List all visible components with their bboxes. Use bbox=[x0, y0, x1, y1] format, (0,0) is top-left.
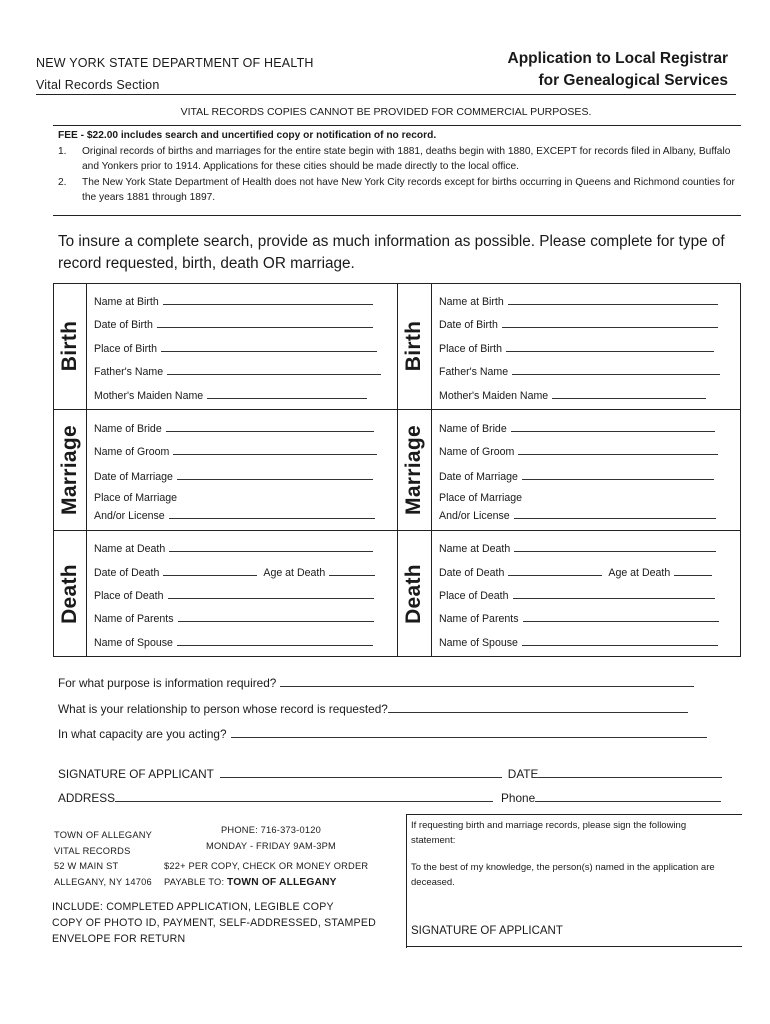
field-label: Name at Death bbox=[94, 543, 166, 555]
field-label: Place of Death bbox=[94, 590, 164, 602]
fee-heading: FEE - $22.00 includes search and uncertified copy or notification of no record. bbox=[58, 130, 437, 141]
field-place-of-marriage-right bbox=[439, 492, 522, 504]
field-label-age: Age at Death bbox=[608, 567, 671, 579]
office-phone: PHONE: 716-373-0120 bbox=[221, 825, 321, 835]
field-label: Father's Name bbox=[94, 366, 164, 378]
field-line[interactable] bbox=[169, 508, 375, 519]
field-label: Mother's Maiden Name bbox=[94, 390, 204, 402]
field-line[interactable] bbox=[518, 444, 718, 455]
field-fathers-name-right[interactable] bbox=[439, 364, 720, 378]
field-line[interactable] bbox=[163, 294, 373, 305]
office-hours: MONDAY - FRIDAY 9AM-3PM bbox=[206, 840, 336, 851]
field-name-of-spouse-left[interactable] bbox=[94, 635, 373, 649]
field-line[interactable] bbox=[169, 541, 373, 552]
address-row[interactable] bbox=[58, 791, 721, 805]
address-label: ADDRESS bbox=[58, 791, 116, 805]
field-label: Date of Death bbox=[439, 567, 505, 579]
include-line-3: ENVELOPE FOR RETURN bbox=[52, 933, 186, 945]
field-line[interactable] bbox=[167, 364, 381, 375]
field-line[interactable] bbox=[163, 565, 257, 576]
field-place-of-marriage-left bbox=[94, 492, 177, 504]
field-date-of-marriage-right[interactable] bbox=[439, 469, 714, 483]
statement-top-rule bbox=[406, 814, 742, 815]
field-name-of-groom-left[interactable] bbox=[94, 444, 377, 458]
form-title-line1: Application to Local Registrar bbox=[507, 50, 728, 67]
field-name-at-death-left[interactable] bbox=[94, 541, 373, 555]
field-fathers-name-left[interactable] bbox=[94, 364, 381, 378]
field-label: Name at Death bbox=[439, 543, 511, 555]
relationship-line[interactable] bbox=[388, 702, 688, 713]
fee-item-1 bbox=[58, 144, 738, 175]
field-label: Name of Spouse bbox=[94, 637, 173, 649]
field-mothers-maiden-name-right[interactable] bbox=[439, 388, 706, 402]
include-line-2: COPY OF PHOTO ID, PAYMENT, SELF-ADDRESSED, STAMPED bbox=[52, 917, 376, 929]
payable-label: PAYABLE TO: bbox=[164, 876, 225, 887]
department-name: NEW YORK STATE DEPARTMENT OF HEALTH bbox=[36, 56, 314, 70]
field-line[interactable] bbox=[523, 611, 719, 622]
field-label: Name of Bride bbox=[439, 423, 507, 435]
field-line[interactable] bbox=[177, 635, 373, 646]
office-contact bbox=[166, 823, 376, 854]
field-line[interactable] bbox=[512, 364, 720, 375]
header-rule bbox=[36, 94, 736, 95]
field-line[interactable] bbox=[502, 317, 718, 328]
field-line[interactable] bbox=[177, 469, 373, 480]
field-line[interactable] bbox=[522, 635, 718, 646]
fee-item-1-num: 1. bbox=[58, 145, 67, 157]
fee-block bbox=[58, 128, 738, 206]
form-title bbox=[508, 48, 728, 92]
field-line[interactable] bbox=[173, 444, 377, 455]
intro-text: To insure a complete search, provide as much information as possible. Please complete for type of record requested, birth, death OR marriage. bbox=[58, 233, 725, 272]
capacity-question[interactable] bbox=[58, 727, 707, 741]
commercial-notice: VITAL RECORDS COPIES CANNOT BE PROVIDED FOR COMMERCIAL PURPOSES. bbox=[180, 106, 592, 118]
field-label: Date of Birth bbox=[439, 319, 498, 331]
field-line-age[interactable] bbox=[674, 565, 712, 576]
field-date-of-death-left[interactable] bbox=[94, 565, 375, 579]
field-line[interactable] bbox=[168, 588, 374, 599]
field-line[interactable] bbox=[514, 508, 716, 519]
field-name-of-parents-right[interactable] bbox=[439, 611, 719, 625]
field-label: Name of Groom bbox=[94, 446, 170, 458]
purpose-label: For what purpose is information required? bbox=[58, 676, 277, 690]
field-name-of-spouse-right[interactable] bbox=[439, 635, 718, 649]
payment-price: $22+ PER COPY, CHECK OR MONEY ORDER bbox=[164, 861, 369, 871]
fee-bottom-rule bbox=[53, 215, 741, 216]
address-line[interactable] bbox=[115, 791, 493, 802]
field-line[interactable] bbox=[508, 565, 602, 576]
statement-left-rule bbox=[406, 814, 407, 948]
purpose-line[interactable] bbox=[280, 676, 694, 687]
fee-item-2-num: 2. bbox=[58, 176, 67, 188]
signature-label: SIGNATURE OF APPLICANT bbox=[58, 767, 214, 781]
field-line[interactable] bbox=[166, 421, 374, 432]
include-instructions bbox=[52, 899, 402, 947]
field-license-right[interactable] bbox=[439, 508, 716, 522]
field-label: Date of Birth bbox=[94, 319, 153, 331]
field-name-of-parents-left[interactable] bbox=[94, 611, 374, 625]
field-label: Name at Birth bbox=[94, 296, 159, 308]
office-city: ALLEGANY, NY 14706 bbox=[54, 876, 152, 887]
field-line[interactable] bbox=[522, 469, 714, 480]
fee-item-2-text: The New York State Department of Health does not have New York City records except for births occurring in Queens and Richmond counties for the years 1881 through 1897. bbox=[82, 176, 735, 203]
signature-row[interactable] bbox=[58, 767, 722, 781]
field-label-age: Age at Death bbox=[263, 567, 326, 579]
field-date-of-birth-left[interactable] bbox=[94, 317, 373, 331]
field-name-of-groom-right[interactable] bbox=[439, 444, 718, 458]
marriage-label-left: Marriage bbox=[58, 425, 81, 515]
signature-line[interactable] bbox=[220, 767, 502, 778]
date-line[interactable] bbox=[538, 767, 722, 778]
field-name-of-bride-left[interactable] bbox=[94, 421, 374, 435]
field-line[interactable] bbox=[514, 541, 716, 552]
field-line[interactable] bbox=[161, 341, 377, 352]
field-label: Name of Spouse bbox=[439, 637, 518, 649]
death-label-left: Death bbox=[58, 564, 81, 624]
field-place-of-birth-left[interactable] bbox=[94, 341, 377, 355]
birth-label-right: Birth bbox=[402, 320, 425, 372]
field-line[interactable] bbox=[508, 294, 718, 305]
field-label: Name of Parents bbox=[94, 613, 174, 625]
date-label: DATE bbox=[507, 767, 539, 781]
field-label: Date of Marriage bbox=[439, 471, 518, 483]
field-name-at-death-right[interactable] bbox=[439, 541, 716, 555]
field-date-of-death-right[interactable] bbox=[439, 565, 712, 579]
payment-payable bbox=[164, 875, 404, 891]
office-address bbox=[54, 828, 164, 890]
field-place-of-birth-right[interactable] bbox=[439, 341, 714, 355]
office-name: TOWN OF ALLEGANY bbox=[54, 830, 153, 840]
field-mothers-maiden-name-left[interactable] bbox=[94, 388, 367, 402]
field-line[interactable] bbox=[207, 388, 367, 399]
fee-item-2 bbox=[58, 175, 738, 206]
field-line[interactable] bbox=[157, 317, 373, 328]
birth-marriage-divider bbox=[53, 409, 741, 410]
payable-to: TOWN OF ALLEGANY bbox=[227, 876, 337, 888]
header-left bbox=[36, 52, 314, 96]
capacity-line[interactable] bbox=[231, 727, 707, 738]
field-date-of-marriage-left[interactable] bbox=[94, 469, 373, 483]
field-label: Place of Marriage bbox=[94, 492, 178, 504]
field-label: Place of Birth bbox=[94, 343, 158, 355]
phone-label: Phone bbox=[501, 791, 536, 805]
field-label: Place of Death bbox=[439, 590, 509, 602]
fee-top-rule bbox=[53, 125, 741, 126]
field-date-of-birth-right[interactable] bbox=[439, 317, 718, 331]
right-label-divider bbox=[431, 283, 432, 657]
field-label: Name of Parents bbox=[439, 613, 519, 625]
purpose-question[interactable] bbox=[58, 676, 694, 690]
include-line-1: INCLUDE: COMPLETED APPLICATION, LEGIBLE COPY bbox=[52, 901, 334, 913]
field-name-at-birth-right[interactable] bbox=[439, 294, 718, 308]
field-label: And/or License bbox=[439, 510, 510, 522]
capacity-label: In what capacity are you acting? bbox=[58, 727, 227, 741]
marriage-label-right: Marriage bbox=[402, 425, 425, 515]
death-label-right: Death bbox=[402, 564, 425, 624]
field-label: Mother's Maiden Name bbox=[439, 390, 549, 402]
field-place-of-death-right[interactable] bbox=[439, 588, 715, 602]
form-title-line2: for Genealogical Services bbox=[538, 72, 728, 89]
field-name-at-birth-left[interactable] bbox=[94, 294, 373, 308]
field-label: Date of Death bbox=[94, 567, 160, 579]
field-line[interactable] bbox=[552, 388, 706, 399]
phone-line[interactable] bbox=[535, 791, 721, 802]
field-line[interactable] bbox=[511, 421, 715, 432]
field-line[interactable] bbox=[506, 341, 714, 352]
field-label: Father's Name bbox=[439, 366, 509, 378]
field-name-of-bride-right[interactable] bbox=[439, 421, 715, 435]
field-line[interactable] bbox=[178, 611, 374, 622]
field-label: Date of Marriage bbox=[94, 471, 173, 483]
section-name: Vital Records Section bbox=[36, 78, 160, 92]
fee-item-1-text: Original records of births and marriages for the entire state begin with 1881, deaths begin with 1880, EXCEPT for records filed in Albany, Buffalo and Yonkers prior to 1914. Applications for these cities should be made directly to the local office. bbox=[82, 145, 731, 172]
field-license-left[interactable] bbox=[94, 508, 375, 522]
birth-label-left: Birth bbox=[58, 320, 81, 372]
field-label: And/or License bbox=[94, 510, 165, 522]
field-label: Name of Bride bbox=[94, 423, 162, 435]
payment-info bbox=[164, 859, 404, 890]
field-label: Name at Birth bbox=[439, 296, 504, 308]
statement-signature-label[interactable]: SIGNATURE OF APPLICANT bbox=[411, 925, 563, 937]
field-place-of-death-left[interactable] bbox=[94, 588, 374, 602]
statement-bottom-rule bbox=[406, 946, 742, 947]
statement-instruction: If requesting birth and marriage records, please sign the following statement: bbox=[411, 820, 687, 846]
relationship-question[interactable] bbox=[58, 702, 688, 716]
field-label: Place of Birth bbox=[439, 343, 503, 355]
office-street: 52 W MAIN ST bbox=[54, 861, 119, 871]
form-center-divider bbox=[397, 283, 398, 657]
field-line[interactable] bbox=[513, 588, 715, 599]
deceased-statement: To the best of my knowledge, the person(s) named in the application are deceased. bbox=[411, 862, 715, 888]
office-dept: VITAL RECORDS bbox=[54, 845, 131, 856]
field-label: Name of Groom bbox=[439, 446, 515, 458]
field-line-age[interactable] bbox=[329, 565, 375, 576]
relationship-label: What is your relationship to person whose record is requested? bbox=[58, 702, 388, 716]
marriage-death-divider bbox=[53, 530, 741, 531]
left-label-divider bbox=[86, 283, 87, 657]
field-label: Place of Marriage bbox=[439, 492, 523, 504]
